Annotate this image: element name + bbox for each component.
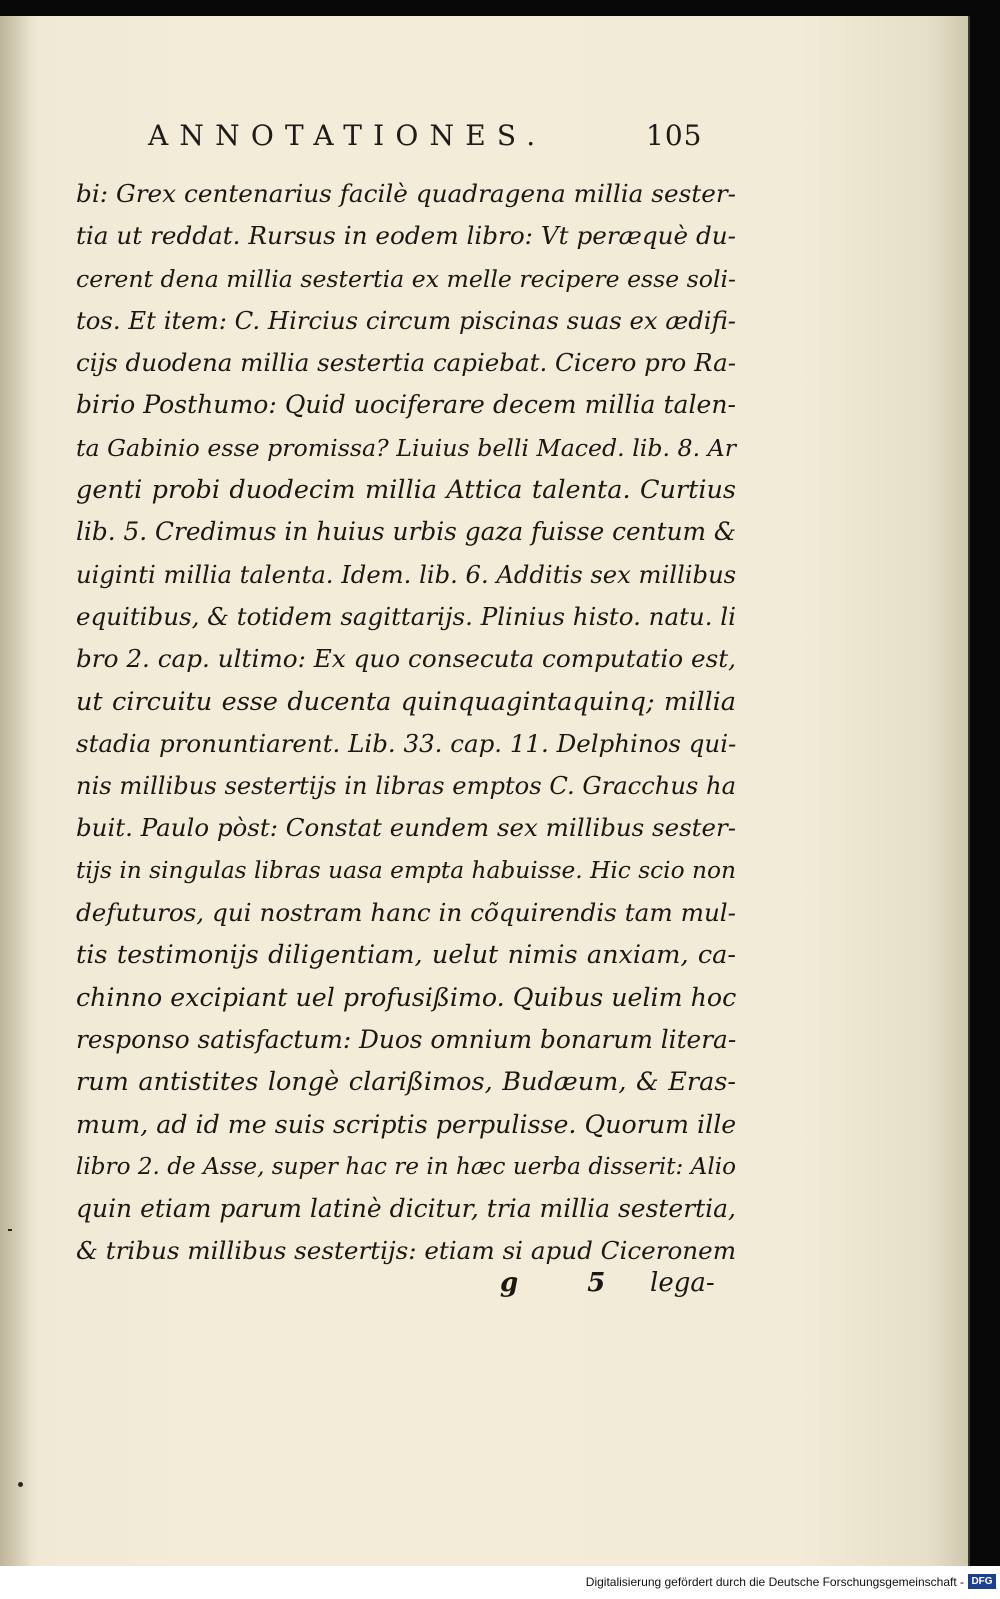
ink-speck	[18, 1482, 23, 1487]
running-head	[148, 119, 748, 159]
running-head-title: ANNOTATIONES.	[148, 119, 547, 152]
gutter-shadow	[0, 16, 34, 1566]
book-page	[0, 16, 970, 1566]
text-line: tis testimonijs diligentiam, uelut nimis anxiam, ca-	[76, 940, 736, 971]
ink-speck	[8, 1229, 12, 1231]
text-line: tia ut reddat. Rursus in eodem libro: Vt peræquè du-	[76, 221, 736, 251]
body-text	[76, 173, 736, 1273]
text-line: bro 2. cap. ultimo: Ex quo consecuta computatio est,	[76, 644, 736, 674]
text-line: tos. Et item: C. Hircius circum piscinas suas ex ædifi-	[76, 305, 736, 335]
text-line: cerent dena millia sestertia ex melle recipere esse soli-	[76, 264, 736, 293]
text-line: uiginti millia talenta. Idem. lib. 6. Additis sex millibus	[76, 559, 737, 589]
text-line: quin etiam parum latinè dicitur, tria millia sestertia,	[76, 1194, 736, 1224]
text-line: chinno excipiant uel profusißimo. Quibus uelim hoc	[76, 982, 737, 1012]
text-line: ut circuitu esse ducenta quinquagintaquinq; millia	[76, 686, 736, 717]
text-line: tijs in singulas libras uasa empta habuisse. Hic scio non	[76, 856, 736, 884]
text-line: genti probi duodecim millia Attica talenta. Curtius	[76, 475, 736, 506]
signature-line	[500, 1268, 740, 1312]
page-number: 105	[646, 119, 703, 152]
text-line: stadia pronuntiarent. Lib. 33. cap. 11. Delphinos qui-	[76, 728, 737, 758]
dfg-logo-icon: DFG	[968, 1574, 996, 1589]
text-line: nis millibus sestertijs in libras emptos C. Gracchus ha	[76, 772, 736, 801]
funding-banner	[0, 1566, 1000, 1599]
text-line: ta Gabinio esse promissa? Liuius belli Maced. lib. 8. Ar	[76, 433, 736, 462]
text-line: defuturos, qui nostram hanc in cõquirendis tam mul-	[76, 898, 736, 928]
text-line: mum, ad id me suis scriptis perpulisse. Quorum ille	[76, 1109, 737, 1139]
text-line: lib. 5. Credimus in huius urbis gaza fuisse centum &	[76, 517, 736, 547]
text-line: cijs duodena millia sestertia capiebat. Cicero pro Ra-	[76, 348, 736, 378]
signature-mark: g 5	[500, 1268, 636, 1298]
funding-note: Digitalisierung gefördert durch die Deutsche Forschungsgemeinschaft -	[585, 1575, 964, 1589]
text-line: responso satisfactum: Duos omnium bonarum litera-	[76, 1024, 737, 1054]
catchword: lega-	[650, 1268, 715, 1298]
text-line: libro 2. de Asse, super hac re in hæc uerba disserit: Alio	[76, 1153, 736, 1180]
text-line: rum antistites longè clarißimos, Budæum, & Eras-	[76, 1067, 736, 1098]
text-line: bi: Grex centenarius facilè quadragena millia sester-	[76, 179, 736, 208]
text-line: birio Posthumo: Quid uociferare decem millia talen-	[76, 390, 736, 420]
text-line: & tribus millibus sestertijs: etiam si apud Ciceronem	[76, 1236, 737, 1266]
text-line: equitibus, & totidem sagittarijs. Plinius histo. natu. li	[76, 601, 736, 631]
text-line: buit. Paulo pòst: Constat eundem sex millibus sester-	[76, 813, 737, 843]
